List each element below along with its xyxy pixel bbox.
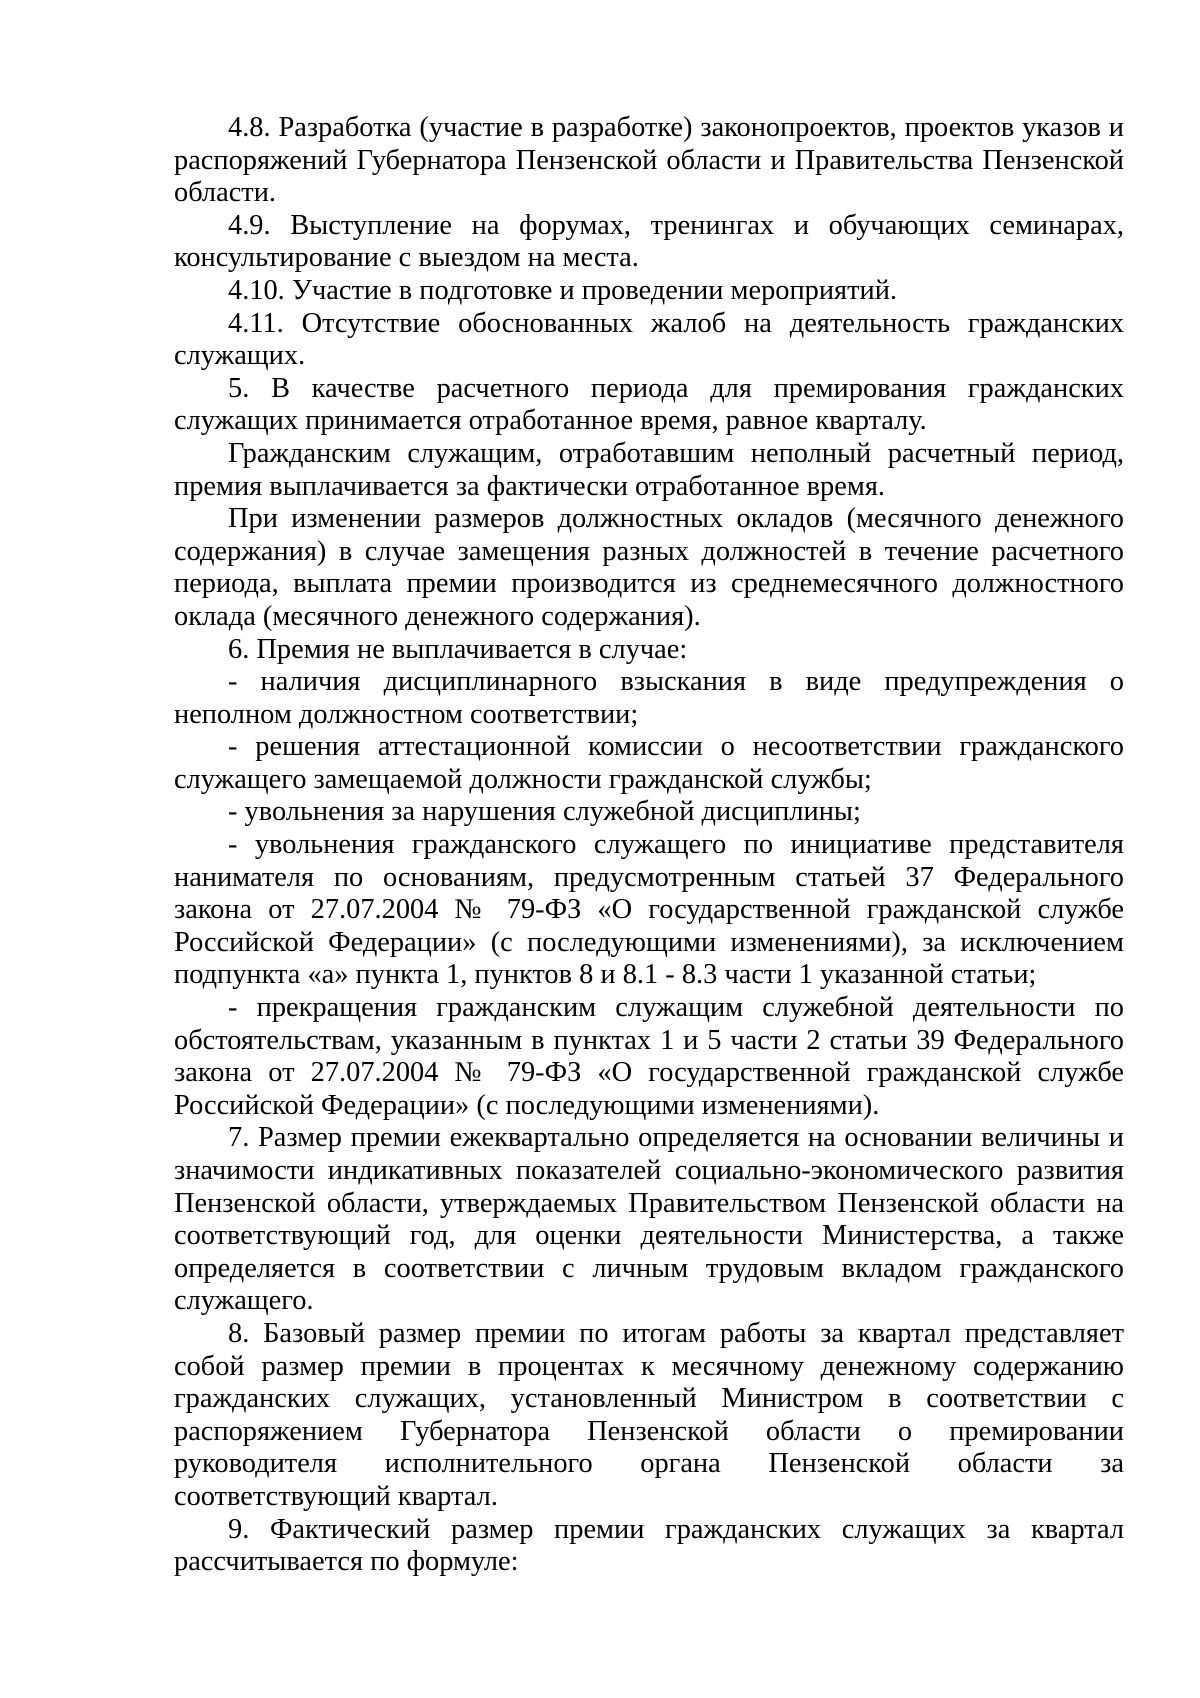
paragraph-5-salary-change: При изменении размеров должностных окладов (месячного денежного содержания) в случае замещения разных должностей в течение расчетного периода, выплата премии производится из среднемесячного должностного оклада (месячного денежного содержания). bbox=[174, 503, 1124, 632]
paragraph-4-11: 4.11. Отсутствие обоснованных жалоб на деятельность гражданских служащих. bbox=[174, 307, 1124, 372]
list-item-disciplinary-penalty: - наличия дисциплинарного взыскания в виде предупреждения о неполном должностном соответствии; bbox=[174, 666, 1124, 730]
list-item-dismissal-discipline: - увольнения за нарушения служебной дисциплины; bbox=[228, 796, 861, 828]
paragraph-9: 9. Фактический размер премии гражданских служащих за квартал рассчитывается по формуле: bbox=[174, 1513, 1124, 1578]
paragraph-7: 7. Размер премии ежеквартально определяется на основании величины и значимости индикативных показателей социально-экономического развития Пензенской области, утверждаемых Правительством Пензенской области на соответствующий год, для оценки деятельности Министерства, а также определяется в соответствии с личным трудовым вкладом гражданского служащего. bbox=[174, 1122, 1124, 1317]
paragraph-4-9: 4.9. Выступление на форумах, тренингах и обучающих семинарах, консультирование с выездом на места. bbox=[174, 209, 1124, 274]
paragraph-8: 8. Базовый размер премии по итогам работы за квартал представляет собой размер премии в процентах к месячному денежному содержанию гражданских служащих, установленный Министром в соответствии с распоряжением Губернатора Пензенской области о премировании руководителя исполнительного органа Пензенской области за соответствующий квартал. bbox=[174, 1317, 1124, 1512]
document-body bbox=[174, 112, 1124, 1579]
paragraph-5-partial-period: Гражданским служащим, отработавшим неполный расчетный период, премия выплачивается за фактически отработанное время. bbox=[174, 437, 1124, 502]
paragraph-4-8: 4.8. Разработка (участие в разработке) законопроектов, проектов указов и распоряжений Губернатора Пензенской области и Правительства Пензенской области. bbox=[174, 112, 1124, 209]
list-item-attestation-decision: - решения аттестационной комиссии о несоответствии гражданского служащего замещаемой должности гражданской службы; bbox=[174, 731, 1124, 795]
paragraph-4-10: 4.10. Участие в подготовке и проведении мероприятий. bbox=[228, 274, 898, 306]
list-item-dismissal-employer-initiative: - увольнения гражданского служащего по инициативе представителя нанимателя по основаниям, предусмотренным статьей 37 Федерального закона от 27.07.2004 № 79-ФЗ «О государственной гражданской службе Российской Федерации» (с последующими изменениями), за исключением подпункта «а» пункта 1, пунктов 8 и 8.1 - 8.3 части 1 указанной статьи; bbox=[174, 829, 1124, 991]
list-item-termination-circumstances: - прекращения гражданским служащим служебной деятельности по обстоятельствам, указанным в пунктах 1 и 5 части 2 статьи 39 Федерального закона от 27.07.2004 № 79-ФЗ «О государственной гражданской службе Российской Федерации» (с последующими изменениями). bbox=[174, 992, 1124, 1121]
paragraph-5: 5. В качестве расчетного периода для премирования гражданских служащих принимается отработанное время, равное кварталу. bbox=[174, 372, 1124, 437]
paragraph-6: 6. Премия не выплачивается в случае: bbox=[228, 633, 688, 665]
